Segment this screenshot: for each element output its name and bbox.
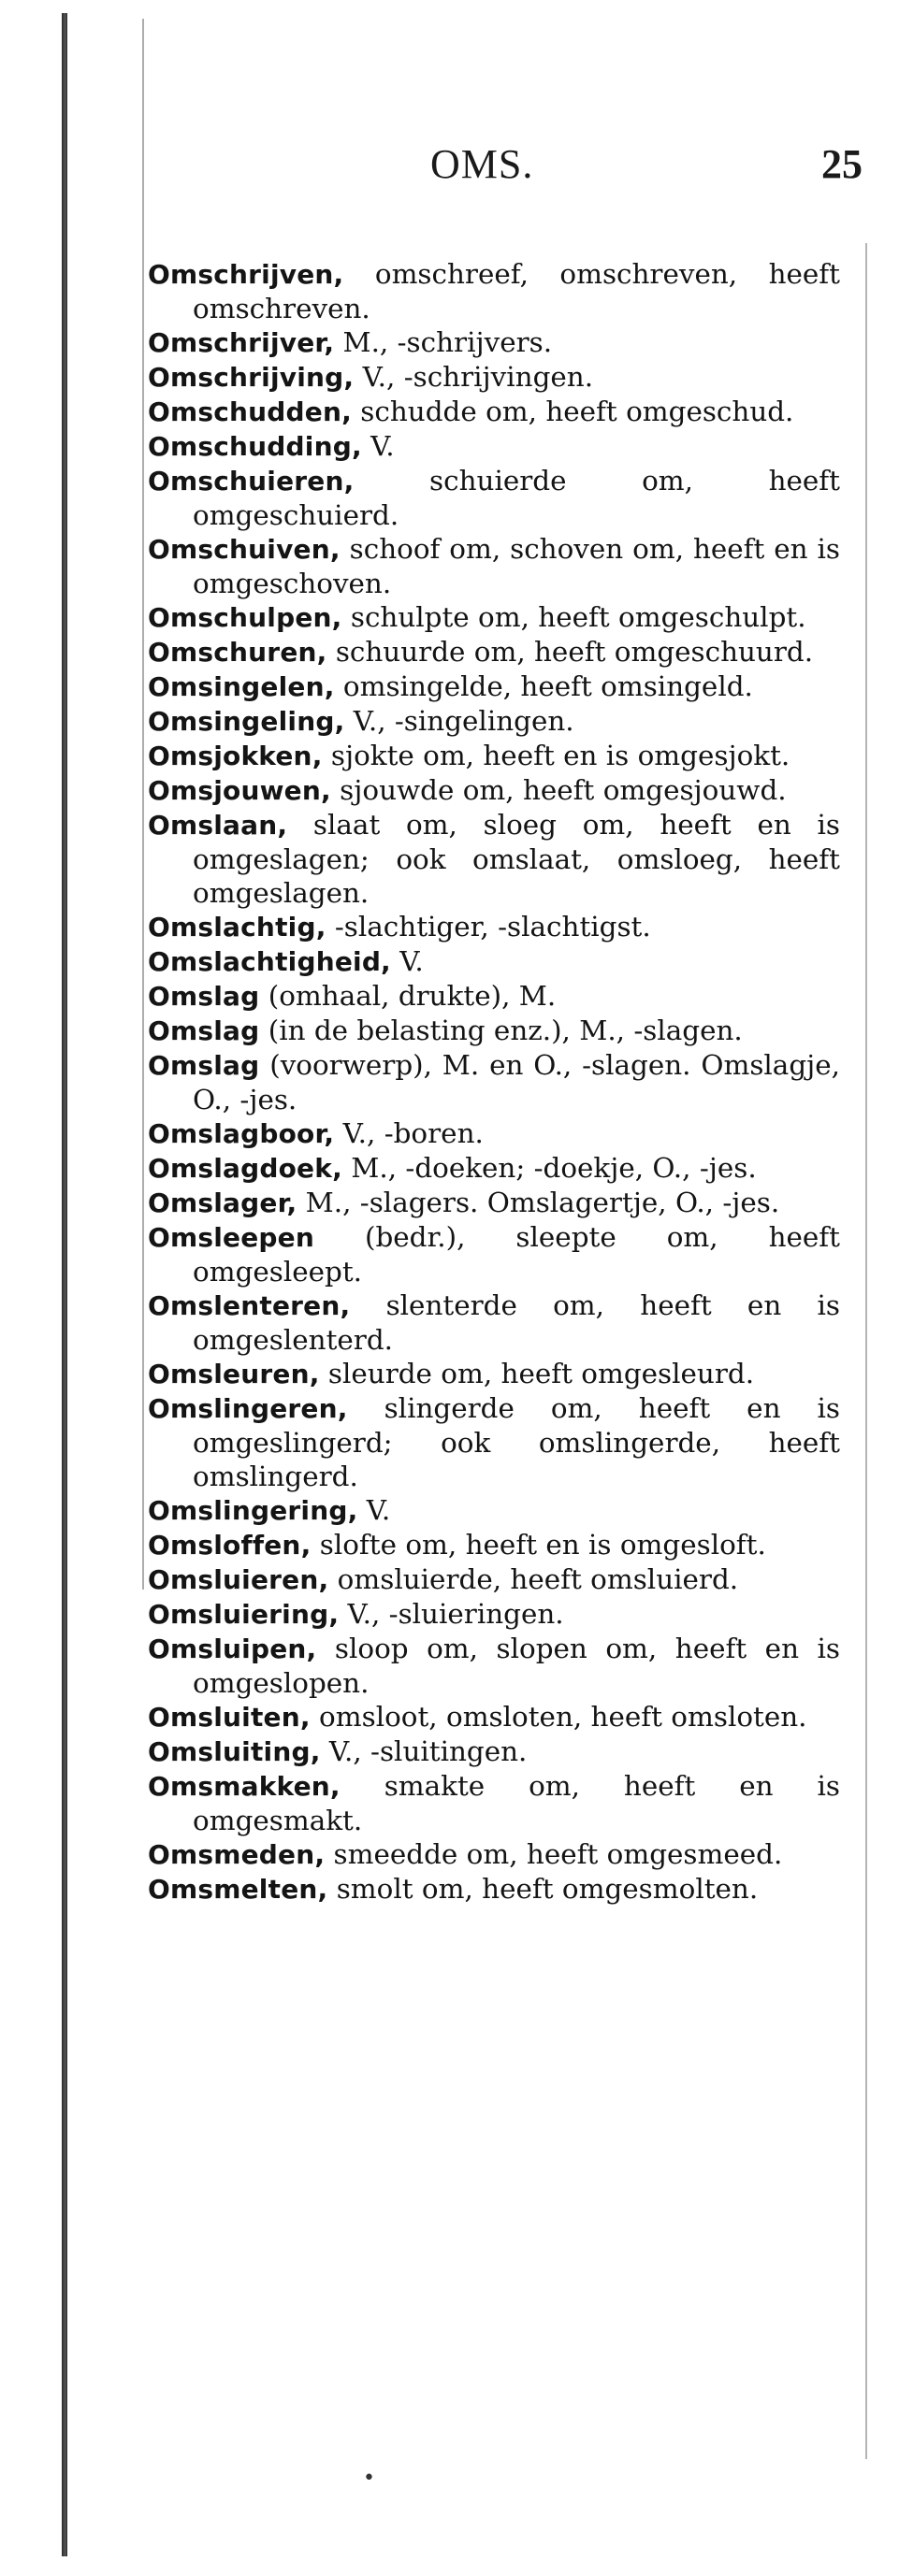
dictionary-entry	[148, 1769, 840, 1837]
entry-headword: Omslaan,	[148, 810, 288, 841]
running-head: OMS.	[430, 141, 534, 187]
dictionary-entry	[148, 1632, 840, 1700]
entry-definition: (omhaal, drukte), M.	[259, 980, 557, 1012]
entry-headword: Omsingeling,	[148, 706, 345, 737]
entry-definition: schuierde om, heeft omgeschuierd.	[193, 465, 840, 531]
entry-definition: smolt om, heeft omgesmolten.	[327, 1873, 759, 1905]
entry-headword: Omsloffen,	[148, 1530, 312, 1561]
entry-definition: (voorwerp), M. en O., -slagen. Omslagje, O., -jes.	[193, 1049, 840, 1115]
dictionary-entry	[148, 600, 840, 635]
ink-speck: •	[363, 2467, 375, 2490]
entry-definition: slaat om, sloeg om, heeft en is omgeslagen; ook omslaat, omsloeg, heeft omgeslagen.	[193, 809, 840, 909]
entry-headword: Omschudding,	[148, 431, 362, 462]
dictionary-entry	[148, 1872, 840, 1907]
dictionary-entry	[148, 532, 840, 600]
entry-headword: Omschuiven,	[148, 534, 341, 565]
entry-headword: Omslingering,	[148, 1495, 358, 1526]
entry-headword: Omsmakken,	[148, 1771, 341, 1802]
entry-definition: V.	[357, 1494, 391, 1526]
entry-headword: Omsleuren,	[148, 1359, 320, 1389]
entry-headword: Omslag	[148, 1050, 260, 1081]
entry-definition: M., -slagers. Omslagertje, O., -jes.	[297, 1187, 780, 1218]
dictionary-entry	[148, 1597, 840, 1632]
entry-definition: V.	[390, 945, 424, 977]
entry-definition: slenterde om, heeft en is omgeslenterd.	[193, 1289, 840, 1356]
entry-headword: Omsmelten,	[148, 1874, 328, 1905]
entry-headword: Omslager,	[148, 1187, 297, 1218]
right-margin-rule	[865, 243, 867, 2459]
entry-definition: schoof om, schoven om, heeft en is omgeschoven.	[193, 533, 840, 599]
dictionary-entry	[148, 1493, 840, 1528]
entry-definition: M., -schrijvers.	[334, 326, 553, 358]
dictionary-entry	[148, 1186, 840, 1220]
dictionary-entry	[148, 1220, 840, 1288]
entry-headword: Omsmeden,	[148, 1839, 326, 1870]
dictionary-entry	[148, 808, 840, 910]
dictionary-entry	[148, 257, 840, 325]
entry-headword: Omslachtig,	[148, 912, 326, 943]
dictionary-entry	[148, 944, 840, 979]
entry-headword: Omslachtigheid,	[148, 946, 391, 977]
entry-headword: Omslenteren,	[148, 1290, 351, 1321]
entry-definition: (bedr.), sleepte om, heeft omgesleept.	[193, 1221, 840, 1288]
entry-headword: Omschuren,	[148, 637, 327, 668]
dictionary-entry	[148, 1734, 840, 1769]
left-margin-rule	[142, 19, 144, 1590]
entry-headword: Omschrijving,	[148, 362, 355, 393]
entry-definition: sjouwde om, heeft omgesjouwd.	[330, 774, 787, 806]
entry-headword: Omsingelen,	[148, 671, 335, 702]
entry-definition: smeedde om, heeft omgesmeed.	[325, 1838, 783, 1870]
entry-definition: M., -doeken; -doekje, O., -jes.	[341, 1152, 757, 1184]
dictionary-entry	[148, 325, 840, 360]
entry-definition: slingerde om, heeft en is omgeslingerd; ook omslingerde, heeft omslingerd.	[193, 1392, 840, 1492]
entry-definition: V., -sluieringen.	[339, 1598, 564, 1630]
entry-headword: Omschrijver,	[148, 327, 335, 358]
entry-definition: omsluierde, heeft omsluierd.	[328, 1563, 739, 1595]
entry-headword: Omsluiten,	[148, 1702, 311, 1733]
entry-definition: omsingelde, heeft omsingeld.	[334, 670, 753, 702]
dictionary-entry	[148, 1151, 840, 1186]
entry-definition: V.	[361, 430, 395, 462]
binding-edge-rule	[62, 13, 67, 2556]
entry-headword: Omsjouwen,	[148, 775, 331, 806]
entry-definition: schuurde om, heeft omgeschuurd.	[326, 636, 814, 668]
dictionary-entry	[148, 1528, 840, 1562]
entry-definition: sleurde om, heeft omgesleurd.	[319, 1358, 755, 1389]
entry-definition: V., -singelingen.	[344, 705, 574, 737]
dictionary-entry	[148, 1048, 840, 1116]
entry-headword: Omslingeren,	[148, 1393, 348, 1424]
dictionary-entry	[148, 704, 840, 739]
page-header	[0, 140, 899, 196]
entry-list	[148, 257, 840, 1907]
dictionary-entry	[148, 669, 840, 704]
entry-definition: (in de belasting enz.), M., -slagen.	[259, 1015, 743, 1046]
entry-headword: Omslagboor,	[148, 1118, 335, 1149]
entry-headword: Omschrijven,	[148, 259, 344, 290]
entry-headword: Omslag	[148, 1015, 260, 1046]
dictionary-entry	[148, 1837, 840, 1872]
entry-definition: -slachtiger, -slachtigst.	[326, 911, 651, 943]
entry-definition: slofte om, heeft en is omgesloft.	[311, 1529, 766, 1561]
entry-definition: omsloot, omsloten, heeft omsloten.	[310, 1701, 807, 1733]
dictionary-entry	[148, 739, 840, 773]
entry-headword: Omsluipen,	[148, 1633, 317, 1664]
dictionary-entry	[148, 464, 840, 532]
dictionary-entry	[148, 395, 840, 429]
dictionary-entry	[148, 1391, 840, 1493]
entry-headword: Omslagdoek,	[148, 1153, 342, 1184]
dictionary-entry	[148, 1288, 840, 1357]
entry-headword: Omschulpen,	[148, 602, 342, 633]
entry-headword: Omslag	[148, 981, 260, 1012]
entry-definition: schulpte om, heeft omgeschulpt.	[341, 601, 806, 633]
entry-definition: schudde om, heeft omgeschud.	[351, 396, 794, 427]
dictionary-entry	[148, 773, 840, 808]
dictionary-entry	[148, 979, 840, 1014]
entry-definition: omschreef, omschreven, heeft omschreven.	[193, 258, 840, 324]
dictionary-entry	[148, 1116, 840, 1151]
entry-headword: Omsluieren,	[148, 1564, 329, 1595]
entry-definition: smakte om, heeft en is omgesmakt.	[193, 1770, 840, 1836]
entry-headword: Omsjokken,	[148, 741, 323, 771]
dictionary-entry	[148, 1562, 840, 1597]
entry-headword: Omschuieren,	[148, 466, 355, 496]
entry-headword: Omsluiting,	[148, 1736, 321, 1767]
entry-definition: V., -schrijvingen.	[354, 361, 594, 393]
entry-definition: V., -boren.	[334, 1117, 484, 1149]
entry-definition: sloop om, slopen om, heeft en is omgeslopen.	[193, 1633, 840, 1699]
entry-headword: Omsleepen	[148, 1222, 314, 1253]
dictionary-entry	[148, 1357, 840, 1391]
dictionary-entry	[148, 360, 840, 395]
entry-definition: V., -sluitingen.	[320, 1735, 528, 1767]
entry-headword: Omschudden,	[148, 396, 352, 427]
dictionary-entry	[148, 1014, 840, 1048]
dictionary-entry	[148, 910, 840, 944]
dictionary-entry	[148, 635, 840, 669]
entry-definition: sjokte om, heeft en is omgesjokt.	[322, 740, 790, 771]
dictionary-entry	[148, 1700, 840, 1734]
page-number: 25	[821, 141, 863, 187]
entry-headword: Omsluiering,	[148, 1599, 340, 1630]
dictionary-entry	[148, 429, 840, 464]
